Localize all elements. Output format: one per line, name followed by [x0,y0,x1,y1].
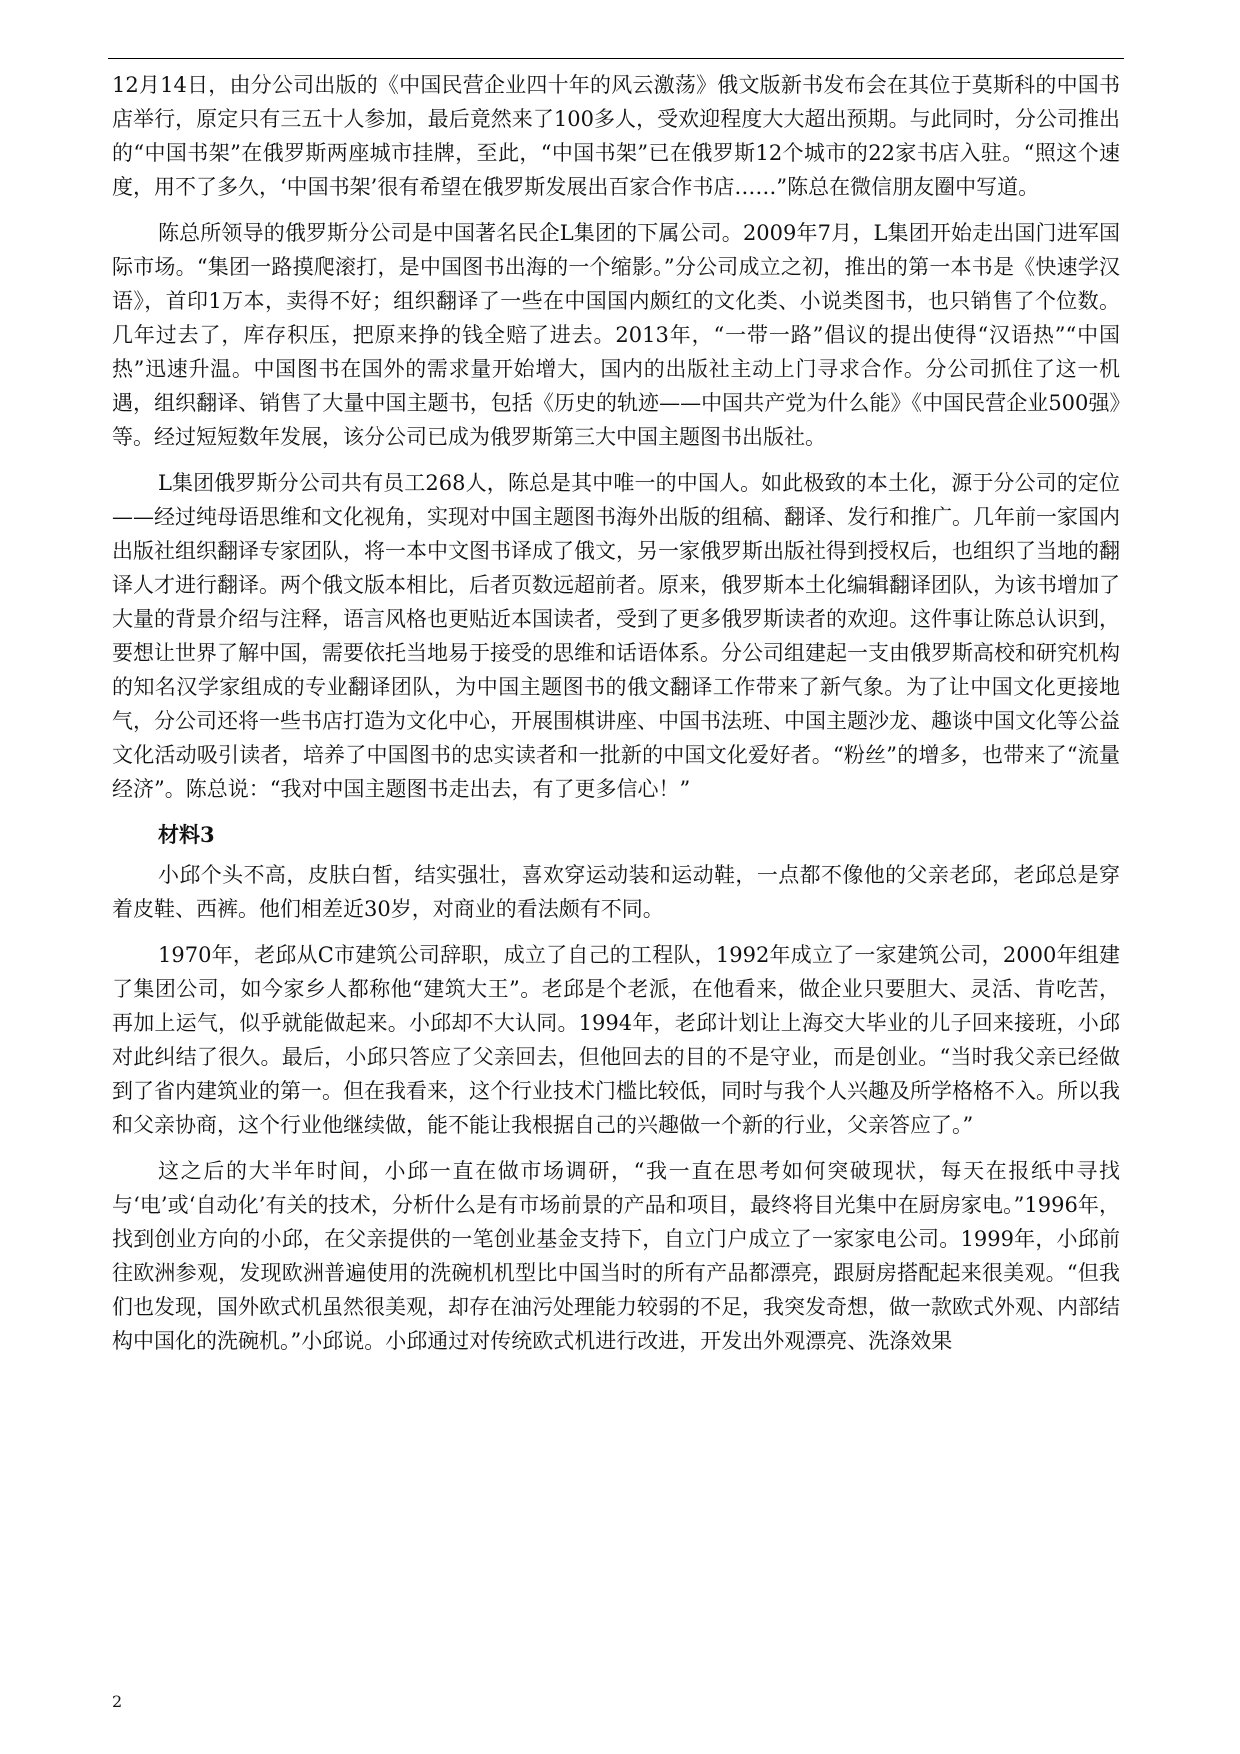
paragraph-2: 陈总所领导的俄罗斯分公司是中国著名民企L集团的下属公司。2009年7月，L集团开始走出国门进军国际市场。“集团一路摸爬滚打，是中国图书出海的一个缩影。”分公司成立之初，推出的第一本书是《快速学汉语》，首印1万本，卖得不好；组织翻译了一些在中国国内颇红的文化类、小说类图书，也只销售了个位数。几年过去了，库存积压，把原来挣的钱全赔了进去。2013年，“一带一路”倡议的提出使得“汉语热”“中国热”迅速升温。中国图书在国外的需求量开始增大，国内的出版社主动上门寻求合作。分公司抓住了这一机遇，组织翻译、销售了大量中国主题书，包括《历史的轨迹——中国共产党为什么能》《中国民营企业500强》等。经过短短数年发展，该分公司已成为俄罗斯第三大中国主题图书出版社。 [112,221,1120,449]
section-heading: 材料3 [158,822,215,847]
paragraph-4: 小邱个头不高，皮肤白皙，结实强壮，喜欢穿运动装和运动鞋，一点都不像他的父亲老邱，老邱总是穿着皮鞋、西裤。他们相差近30岁，对商业的看法颇有不同。 [112,863,1120,921]
paragraph-1: 12月14日，由分公司出版的《中国民营企业四十年的风云激荡》俄文版新书发布会在其位于莫斯科的中国书店举行，原定只有三五十人参加，最后竟然来了100多人，受欢迎程度大大超出预期。与此同时，分公司推出的“中国书架”在俄罗斯两座城市挂牌，至此，“中国书架”已在俄罗斯12个城市的22家书店入驻。“照这个速度，用不了多久，‘中国书架’很有希望在俄罗斯发展出百家合作书店……”陈总在微信朋友圈中写道。 [112,73,1120,199]
page-number: 2 [112,1692,123,1711]
paragraph-3: L集团俄罗斯分公司共有员工268人，陈总是其中唯一的中国人。如此极致的本土化，源于分公司的定位——经过纯母语思维和文化视角，实现对中国主题图书海外出版的组稿、翻译、发行和推广。几年前一家国内出版社组织翻译专家团队，将一本中文图书译成了俄文，另一家俄罗斯出版社得到授权后，也组织了当地的翻译人才进行翻译。两个俄文版本相比，后者页数远超前者。原来，俄罗斯本土化编辑翻译团队，为该书增加了大量的背景介绍与注释，语言风格也更贴近本国读者，受到了更多俄罗斯读者的欢迎。这件事让陈总认识到，要想让世界了解中国，需要依托当地易于接受的思维和话语体系。分公司组建起一支由俄罗斯高校和研究机构的知名汉学家组成的专业翻译团队，为中国主题图书的俄文翻译工作带来了新气象。为了让中国文化更接地气，分公司还将一些书店打造为文化中心，开展围棋讲座、中国书法班、中国主题沙龙、趣谈中国文化等公益文化活动吸引读者，培养了中国图书的忠实读者和一批新的中国文化爱好者。“粉丝”的增多，也带来了“流量经济”。陈总说：“我对中国主题图书走出去，有了更多信心！” [112,471,1120,801]
paragraph-6: 这之后的大半年时间，小邱一直在做市场调研，“我一直在思考如何突破现状，每天在报纸中寻找与‘电’或‘自动化’有关的技术，分析什么是有市场前景的产品和项目，最终将目光集中在厨房家电。”1996年，找到创业方向的小邱，在父亲提供的一笔创业基金支持下，自立门户成立了一家家电公司。1999年，小邱前往欧洲参观，发现欧洲普遍使用的洗碗机机型比中国当时的所有产品都漂亮，跟厨房搭配起来很美观。“但我们也发现，国外欧式机虽然很美观，却存在油污处理能力较弱的不足，我突发奇想，做一款欧式外观、内部结构中国化的洗碗机。”小邱说。小邱通过对传统欧式机进行改进，开发出外观漂亮、洗涤效果 [112,1159,1120,1353]
paragraph-5: 1970年，老邱从C市建筑公司辞职，成立了自己的工程队，1992年成立了一家建筑公司，2000年组建了集团公司，如今家乡人都称他“建筑大王”。老邱是个老派，在他看来，做企业只要胆大、灵活、肯吃苦，再加上运气，似乎就能做起来。小邱却不大认同。1994年，老邱计划让上海交大毕业的儿子回来接班，小邱对此纠结了很久。最后，小邱只答应了父亲回去，但他回去的目的不是守业，而是创业。“当时我父亲已经做到了省内建筑业的第一。但在我看来，这个行业技术门槛比较低，同时与我个人兴趣及所学格格不入。所以我和父亲协商，这个行业他继续做，能不能让我根据自己的兴趣做一个新的行业，父亲答应了。” [112,943,1120,1137]
header-rule [108,58,1124,59]
page-body [112,68,1120,1370]
